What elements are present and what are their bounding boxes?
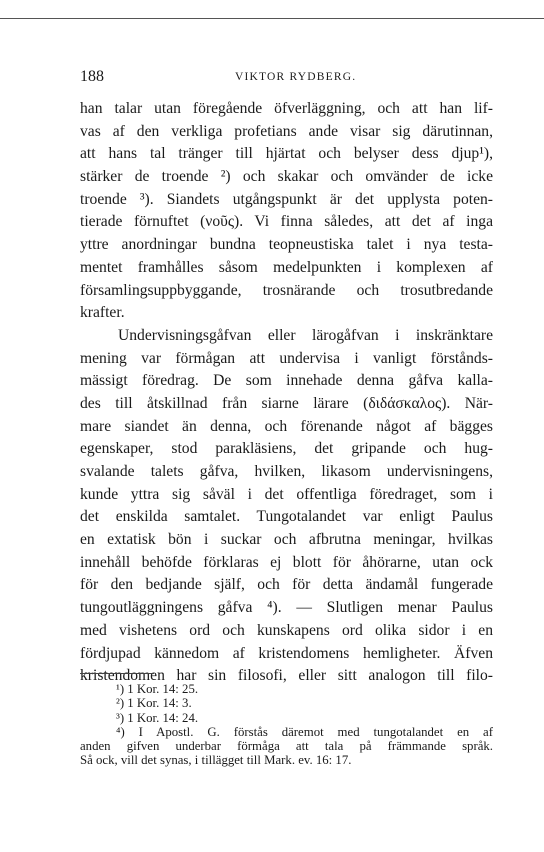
- text-line: innehåll behöfde förklaras ej blott för åhörarne, utan ock: [80, 553, 493, 571]
- footnote: ⁴) I Apostl. G. förstås däremot med tungotalandet en af: [116, 724, 493, 739]
- text-line: des till åtskillnad från siarne lärare (διδάσκαλος). När-: [80, 394, 493, 412]
- text-line: yttre anordningar bundna teopneustiska talet i nya testa-: [80, 236, 493, 254]
- footnote: ³) 1 Kor. 14: 24.: [116, 710, 199, 725]
- text-line: att hans tal tränger till hjärtat och belyser dess djup¹),: [80, 145, 493, 163]
- text-line: tungoutläggningens gåfva ⁴). — Slutligen menar Paulus: [80, 599, 493, 617]
- text-line: mening var förmågan att undervisa i vanligt förstånds-: [80, 349, 493, 367]
- text-line: vas af den verkliga profetians ande visar sig därutinnan,: [80, 122, 493, 140]
- footnote: ²) 1 Kor. 14: 3.: [116, 696, 192, 711]
- text-line: egenskaper, stod parakläsiens, det gripande och hug-: [80, 440, 493, 458]
- text-line: fördjupad kännedom af kristendomens hemligheter. Äfven: [80, 644, 493, 662]
- text-line: församlingsuppbyggande, trosnärande och trosutbredande: [80, 281, 493, 299]
- footnote: ¹) 1 Kor. 14: 25.: [116, 682, 199, 696]
- footnote-continuation: Så ock, vill det synas, i tillägget till Mark. ev. 16: 17.: [80, 753, 352, 768]
- text-line: mentet framhålles såsom medelpunkten i komplexen af: [80, 258, 493, 276]
- text-line: med vishetens ord och kunskapens ord olika sidor i en: [80, 621, 493, 639]
- text-line: svalande talets gåfva, hvilken, likasom undervisningens,: [80, 463, 493, 480]
- text-line: mare siandet än denna, och förenande något af bägges: [80, 417, 493, 435]
- footnotes: [80, 682, 493, 768]
- text-line: han talar utan föregående öfverläggning, och att han lif-: [80, 100, 493, 117]
- text-line: mässigt föredrag. De som innehade denna gåfva kalla-: [80, 372, 493, 390]
- page-header: [80, 68, 493, 88]
- text-line: troende ³). Siandets utgångspunkt är det upplysta poten-: [80, 190, 493, 208]
- page-number: 188: [80, 68, 104, 85]
- text-line: för den bedjande själf, och för detta ändamål fungerade: [80, 576, 493, 594]
- text-line: en extatisk bön i suckar och afbrutna meningar, hvilkas: [80, 531, 493, 549]
- text-line: kunde yttra sig såväl i det offentliga föredraget, som i: [80, 485, 493, 503]
- text-line: det enskilda samtalet. Tungotalandet var enligt Paulus: [80, 508, 493, 526]
- top-border-rule: [0, 18, 544, 19]
- text-line: krafter.: [80, 304, 125, 322]
- text-line: tierade förnuftet (νοῦς). Vi finna således, att det af inga: [80, 213, 493, 231]
- body-text: [80, 98, 493, 688]
- footnote-separator: [80, 673, 154, 674]
- text-line: Undervisningsgåfvan eller lärogåfvan i inskränktare: [118, 326, 493, 344]
- footnote-continuation: anden gifven underbar förmåga att tala på främmande språk.: [80, 739, 493, 754]
- running-head: VIKTOR RYDBERG.: [235, 71, 357, 83]
- text-line: kristendomen har sin filosofi, eller sitt analogon till filo-: [80, 667, 493, 685]
- text-line: stärker de troende ²) och skakar och omvänder de icke: [80, 168, 493, 186]
